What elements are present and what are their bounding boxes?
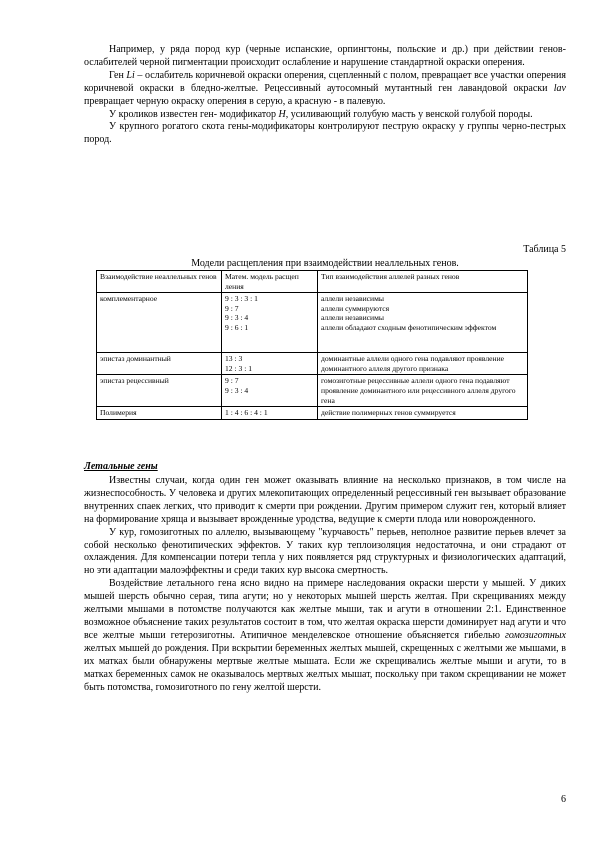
paragraph-rabbits: У кроликов известен ген- модификатор H, усиливающий голубую масть у венской голубой породы.: [109, 108, 533, 120]
table-row: [97, 353, 528, 375]
table-title: Модели расщепления при взаимодействии неаллельных генов.: [191, 258, 459, 269]
desc-cell: аллели независимы аллели суммируются аллели независимы аллели обладают сходным фенотипическим эффектом: [318, 293, 528, 353]
type-cell: Полимерия: [97, 407, 222, 420]
table-caption: Таблица 5: [523, 244, 566, 255]
lethal-genes-text: [84, 475, 566, 694]
ratio-cell: 13 : 3 12 : 3 : 1: [222, 353, 318, 375]
header-cell: Матем. модель расщеп ления: [222, 271, 318, 293]
paragraph-li-gene: Ген Li – ослабитель коричневой окраски оперения, сцепленный с полом, превращает все участки оперения коричневой окраски в бледно-желтые. Рецессивный аутосомный мутантный ген лавандовой окраски lav превращает черную окраску оперения в серую, а красную - в палевую.: [84, 69, 566, 107]
page-number: 6: [561, 794, 566, 805]
table-row: [97, 293, 528, 353]
gene-li: Li: [126, 69, 135, 81]
gene-h: H: [278, 108, 286, 120]
ratio-cell: 1 : 4 : 6 : 4 : 1: [222, 407, 318, 420]
header-cell: Взаимодействие неаллельных генов: [97, 271, 222, 293]
header-cell: Тип взаимодействия аллелей разных генов: [318, 271, 528, 293]
paragraph-cattle: У крупного рогатого скота гены-модификаторы контролируют пеструю окраску у группы черно-пестрых пород.: [84, 121, 566, 146]
type-cell: эпистаз доминантный: [97, 353, 222, 375]
emphasis-homozygous: гомозиготных: [505, 629, 566, 641]
interaction-table: [96, 270, 528, 420]
top-text: [84, 44, 566, 147]
type-cell: эпистаз рецессивный: [97, 375, 222, 407]
paragraph-pleiotropy: Известны случаи, когда один ген может оказывать влияние на несколько признаков, в том числе на жизнеспособность. У человека и других млекопитающих определенный рецессивный ген вызывает образование внутренних спаек легких, что приводит к смерти при рождении. Другим примером служит ген, который влияет на формирование хряща и вызывает врожденные уродства, ведущие к смерти плода или новорожденного.: [84, 475, 566, 525]
table-row: [97, 407, 528, 420]
paragraph-chicken-dilution: Например, у ряда пород кур (черные испанские, орпингтоны, польские и др.) при действии генов-ослабителей черной пигментации происходит ослабление и нарушение стандартной окраски оперения.: [84, 44, 566, 68]
desc-cell: доминантные аллели одного гена подавляют проявление доминантного аллеля другого признака: [318, 353, 528, 375]
gene-lav: lav: [553, 82, 566, 94]
desc-cell: действие полимерных генов суммируется: [318, 407, 528, 420]
table-header-row: [97, 271, 528, 293]
ratio-cell: 9 : 3 : 3 : 1 9 : 7 9 : 3 : 4 9 : 6 : 1: [222, 293, 318, 353]
table-row: [97, 375, 528, 407]
desc-cell: гомозиготные рецессивные аллели одного гена подавляют проявление доминантного или рецессивного аллеля другого гена: [318, 375, 528, 407]
ratio-cell: 9 : 7 9 : 3 : 4: [222, 375, 318, 407]
paragraph-curly-feathers: У кур, гомозиготных по аллелю, вызывающему "курчавость" перьев, неполное развитие перьев влечет за собой несколько фенотипических эффектов. У таких кур теплоизоляция недостаточна, и они страдают от охлаждения. Для компенсации потери тепла у них появляется ряд структурных и физиологических адаптаций, но эти адаптации малоэффектны и среди таких кур высока смертность.: [84, 526, 566, 577]
type-cell: комплементарное: [97, 293, 222, 353]
section-title: Летальные гены: [84, 461, 158, 472]
paragraph-yellow-mice: Воздействие летального гена ясно видно на примере наследования окраски шерсти у мышей. У диких мышей шерсть обычно серая, типа агути; но у некоторых мышей шерсть желтая. При скрещиваниях между желтыми мышами в потомстве получаются как желтые мыши, так и агути в отношении 2:1. Единственное возможное объяснение таких результатов состоит в том, что желтая окраска шерсти доминирует над агути и что все желтые мыши гетерозиготны. Атипичное менделевское отношение объясняется гибелью гомозиготных желтых мышей до рождения. При вскрытии беременных желтых мышей, скрещенных с желтыми же мышами, в их матках были обнаружены мертвые желтые мышата. Если же скрещивались желтые мыши и агути, то в матках беременных самок не оказывалось мертвых желтых мышат, поскольку при таком скрещивании не может быть потомства, гомозиготного по гену желтой шерсти.: [84, 578, 566, 693]
